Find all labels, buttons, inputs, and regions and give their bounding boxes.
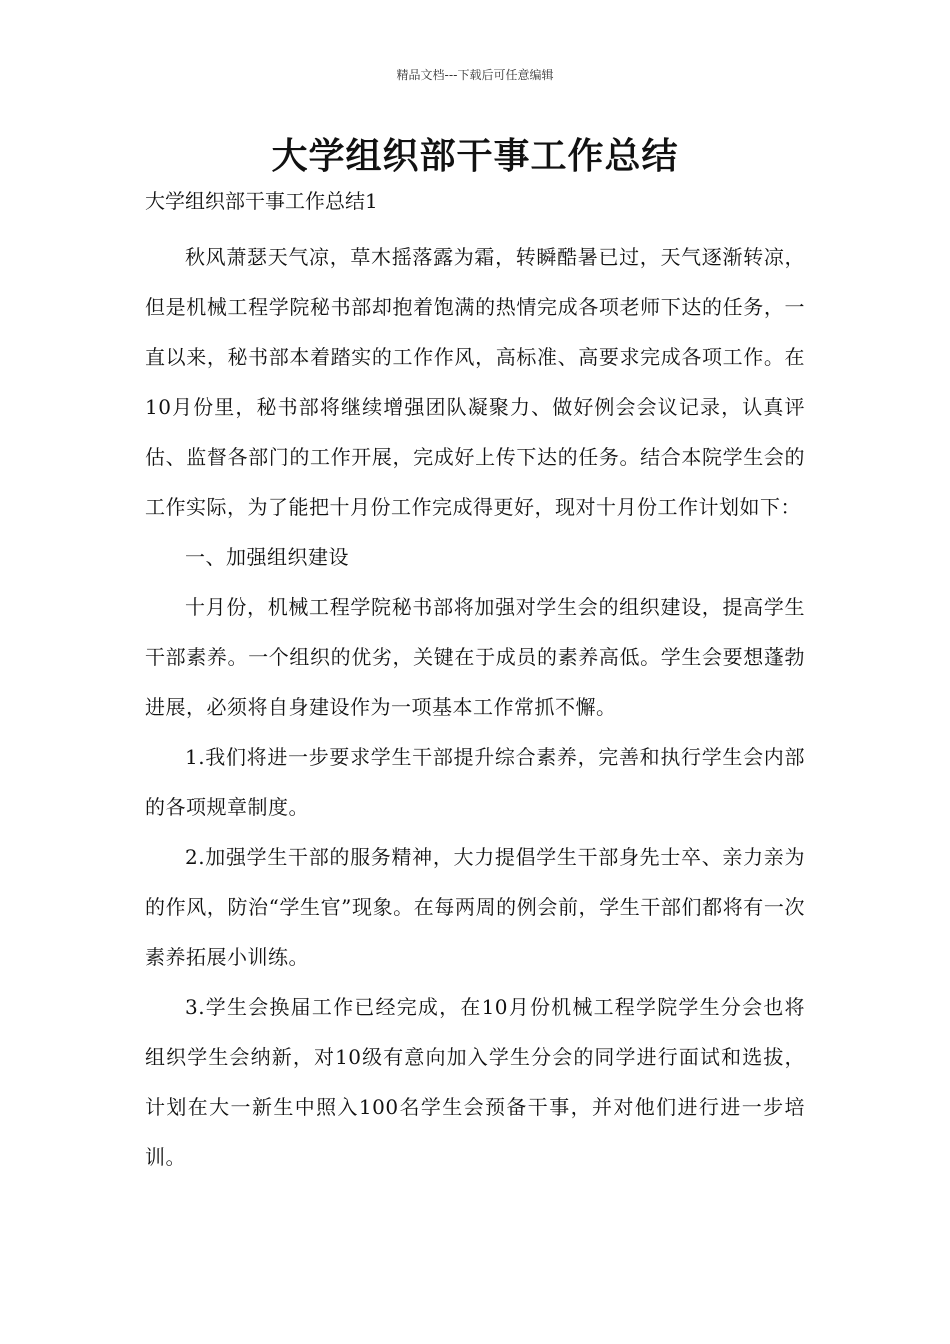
section-subtitle: 大学组织部干事工作总结1 [145, 189, 378, 213]
paragraph-intro: 秋风萧瑟天气凉，草木摇落露为霜，转瞬酷暑已过，天气逐渐转凉，但是机械工程学院秘书部却抱着饱满的热情完成各项老师下达的任务，一直以来，秘书部本着踏实的工作作风，高标准、高要求完成各项工作。在10月份里，秘书部将继续增强团队凝聚力、做好例会会议记录，认真评估、监督各部门的工作开展，完成好上传下达的任务。结合本院学生会的工作实际，为了能把十月份工作完成得更好，现对十月份工作计划如下： [145, 245, 805, 519]
paragraph-organization: 十月份，机械工程学院秘书部将加强对学生会的组织建设，提高学生干部素养。一个组织的优劣，关键在于成员的素养高低。学生会要想蓬勃进展，必须将自身建设作为一项基本工作常抓不懈。 [145, 595, 805, 719]
list-item-2: 2.加强学生干部的服务精神，大力提倡学生干部身先士卒、亲力亲为的作风，防治“学生官”现象。在每两周的例会前，学生干部们都将有一次素养拓展小训练。 [145, 845, 805, 969]
header-note: 精品文档---下载后可任意编辑 [396, 68, 554, 82]
document-body [145, 182, 805, 1182]
heading-organization: 一、加强组织建设 [185, 545, 349, 569]
list-item-3: 3.学生会换届工作已经完成，在10月份机械工程学院学生分会也将组织学生会纳新，对10级有意向加入学生分会的同学进行面试和选拔，计划在大一新生中照入100名学生会预备干事，并对他们进行进一步培训。 [145, 995, 805, 1169]
list-item-1: 1.我们将进一步要求学生干部提升综合素养，完善和执行学生会内部的各项规章制度。 [145, 745, 805, 819]
document-title: 大学组织部干事工作总结 [271, 136, 679, 177]
